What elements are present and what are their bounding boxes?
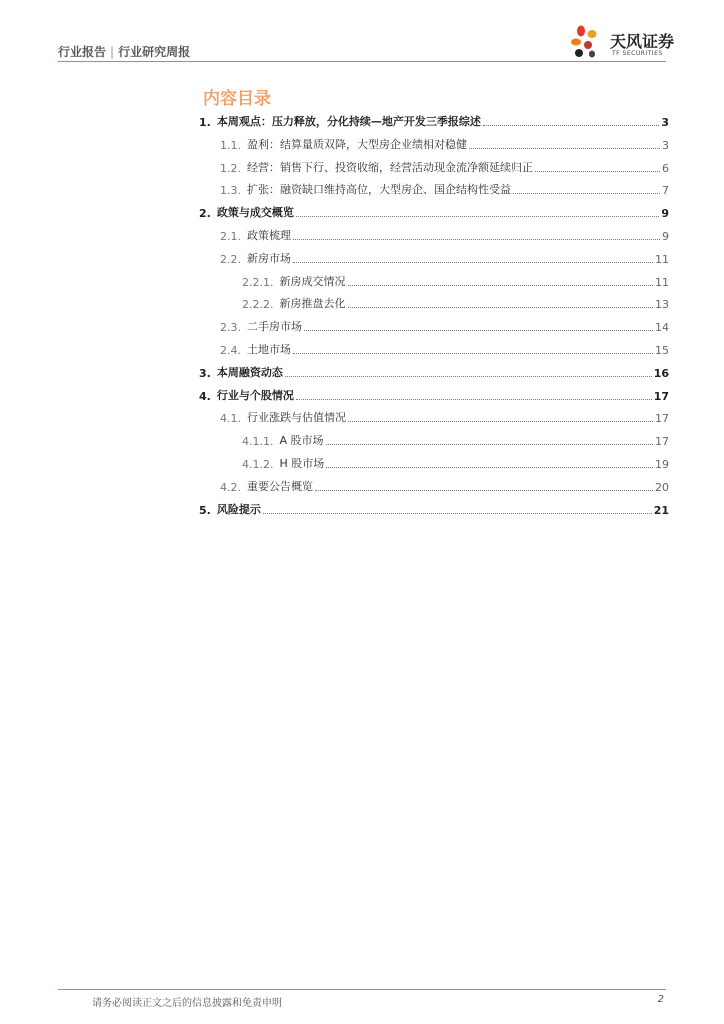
toc-entry-page: 7 bbox=[662, 184, 669, 198]
toc-entry-label: 风险提示 bbox=[216, 502, 261, 516]
toc-entry-number: 2.3. bbox=[220, 321, 241, 335]
toc-entry-number: 1.1. bbox=[220, 138, 241, 152]
toc-entry[interactable] bbox=[199, 364, 669, 380]
toc-dot-leader bbox=[348, 421, 653, 422]
toc-dot-leader bbox=[296, 399, 652, 400]
toc-entry-number: 1. bbox=[199, 116, 211, 129]
toc-dot-leader bbox=[483, 125, 660, 126]
toc-dot-leader bbox=[348, 307, 654, 308]
toc-entry-label: 新房推盘去化 bbox=[279, 297, 346, 311]
report-category: 行业报告 bbox=[58, 45, 107, 59]
toc-dot-leader bbox=[469, 148, 660, 149]
toc-dot-leader bbox=[326, 467, 653, 468]
toc-dot-leader bbox=[285, 376, 652, 377]
toc-entry[interactable] bbox=[220, 181, 669, 197]
toc-dot-leader bbox=[263, 513, 652, 514]
toc-entry-page: 14 bbox=[655, 321, 669, 335]
toc-entry[interactable] bbox=[242, 273, 669, 289]
toc-entry[interactable] bbox=[220, 318, 669, 334]
logo-chinese-name: 天风证券 bbox=[610, 32, 675, 51]
toc-entry-label: 重要公告概览 bbox=[247, 479, 313, 493]
toc-entry-page: 19 bbox=[655, 458, 669, 471]
toc-entry-label: 二手房市场 bbox=[247, 320, 302, 334]
header-divider bbox=[58, 61, 666, 62]
toc-entry-label: 政策梳理 bbox=[247, 229, 291, 242]
toc-entry-label: 经营：销售下行、投资收缩，经营活动现金流净额延续归正 bbox=[247, 160, 533, 174]
toc-entry-number: 1.3. bbox=[220, 184, 241, 198]
toc-dot-leader bbox=[293, 353, 653, 354]
toc-entry[interactable] bbox=[220, 478, 669, 494]
report-subcategory: 行业研究周报 bbox=[118, 45, 191, 59]
toc-entry-number: 3. bbox=[199, 366, 211, 380]
toc-dot-leader bbox=[296, 216, 660, 217]
toc-entry[interactable] bbox=[220, 409, 669, 425]
toc-entry-label: 行业与个股情况 bbox=[216, 388, 294, 402]
toc-entry-number: 2. bbox=[199, 207, 211, 221]
toc-entry[interactable] bbox=[220, 341, 669, 357]
footer-divider bbox=[58, 989, 666, 990]
toc-dot-leader bbox=[293, 262, 653, 263]
toc-entry-number: 4.1. bbox=[220, 412, 241, 426]
toc-entry-number: 5. bbox=[199, 503, 211, 517]
toc-entry-page: 20 bbox=[655, 480, 669, 494]
toc-entry[interactable] bbox=[220, 227, 669, 243]
toc-entry-number: 4.2. bbox=[220, 480, 241, 494]
toc-entry-page: 11 bbox=[655, 252, 669, 266]
toc-entry[interactable] bbox=[199, 204, 669, 220]
toc-entry-label: 本周观点：压力释放，分化持续—地产开发三季报综述 bbox=[216, 115, 481, 128]
toc-entry[interactable] bbox=[220, 250, 669, 266]
toc-entry-number: 4. bbox=[199, 389, 211, 403]
flower-logo-icon bbox=[570, 25, 610, 59]
toc-entry-label: 扩张：融资缺口维持高位，大型房企、国企结构性受益 bbox=[247, 183, 511, 197]
toc-entry-number: 2.2.2. bbox=[242, 298, 274, 312]
toc-entry-number: 2.1. bbox=[220, 230, 241, 243]
toc-entry[interactable] bbox=[242, 455, 669, 471]
toc-entry-page: 13 bbox=[655, 298, 669, 312]
toc-entry-page: 15 bbox=[655, 344, 669, 357]
toc-entry-number: 2.2. bbox=[220, 252, 241, 266]
toc-entry[interactable] bbox=[242, 432, 669, 448]
toc-entry-label: A 股市场 bbox=[279, 434, 324, 448]
toc-entry-label: 本周融资动态 bbox=[216, 365, 283, 379]
toc-entry[interactable] bbox=[199, 113, 669, 129]
toc-entry-label: 新房成交情况 bbox=[279, 274, 346, 288]
toc-entry-page: 21 bbox=[653, 503, 669, 517]
toc-entry[interactable] bbox=[199, 501, 669, 517]
toc-entry-label: 土地市场 bbox=[247, 343, 291, 356]
toc-entry-page: 9 bbox=[662, 230, 669, 243]
page-number: 2 bbox=[657, 994, 664, 1005]
toc-entry-number: 2.2.1. bbox=[242, 275, 274, 289]
toc-entry-page: 16 bbox=[653, 366, 669, 380]
toc-entry-number: 1.2. bbox=[220, 161, 241, 175]
toc-entry[interactable] bbox=[242, 295, 669, 311]
logo-english-name: TF SECURITIES bbox=[612, 50, 663, 57]
report-header bbox=[58, 43, 190, 60]
footer-disclaimer: 请务必阅读正文之后的信息披露和免责申明 bbox=[92, 998, 282, 1009]
toc-dot-leader bbox=[304, 330, 653, 331]
toc-entry-page: 17 bbox=[655, 412, 669, 426]
toc-entry-label: H 股市场 bbox=[279, 457, 325, 470]
toc-entry-label: 行业涨跌与估值情况 bbox=[247, 411, 346, 425]
toc-entry-label: 盈利：结算量质双降，大型房企业绩相对稳健 bbox=[247, 137, 467, 151]
toc-dot-leader bbox=[293, 239, 660, 240]
header-separator: | bbox=[110, 45, 115, 59]
toc-entry-page: 6 bbox=[662, 161, 669, 175]
toc-entry-number: 4.1.2. bbox=[242, 458, 274, 471]
toc-entry-page: 17 bbox=[655, 435, 669, 449]
toc-entry-page: 11 bbox=[655, 275, 669, 289]
toc-entry-label: 新房市场 bbox=[247, 251, 291, 265]
toc-entry[interactable] bbox=[199, 387, 669, 403]
toc-dot-leader bbox=[315, 490, 653, 491]
toc-dot-leader bbox=[326, 444, 653, 445]
toc-dot-leader bbox=[535, 171, 660, 172]
toc-entry-number: 4.1.1. bbox=[242, 435, 274, 449]
toc-dot-leader bbox=[513, 193, 660, 194]
toc-entry-label: 政策与成交概览 bbox=[216, 206, 294, 220]
toc-entry-page: 3 bbox=[662, 138, 669, 152]
toc-entry[interactable] bbox=[220, 136, 669, 152]
toc-entry-page: 17 bbox=[653, 389, 669, 403]
toc-title: 内容目录 bbox=[203, 89, 271, 109]
toc-entry-page: 9 bbox=[661, 207, 669, 221]
toc-entry[interactable] bbox=[220, 159, 669, 175]
toc-dot-leader bbox=[348, 285, 654, 286]
company-logo bbox=[570, 25, 675, 59]
toc-entry-page: 3 bbox=[661, 116, 669, 129]
toc-entry-number: 2.4. bbox=[220, 344, 241, 357]
